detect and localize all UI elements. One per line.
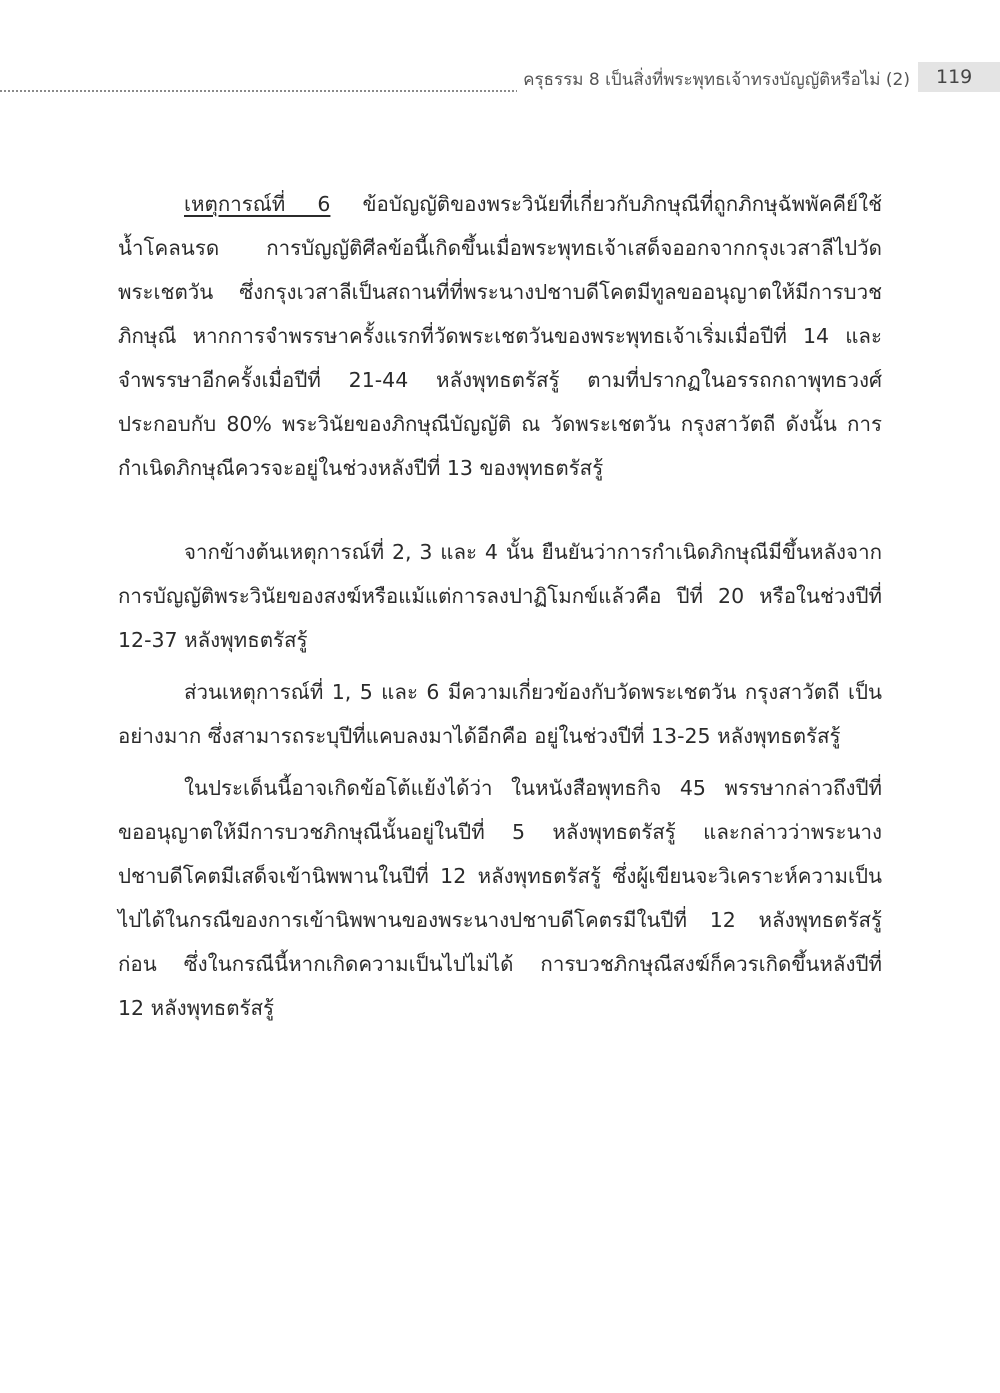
paragraph-spacer — [118, 490, 882, 530]
paragraph-spacer — [118, 758, 882, 766]
paragraph-line: 12-37 หลังพุทธตรัสรู้ — [118, 628, 308, 652]
paragraph-line: ก่อน ซึ่งในกรณีนี้หากเกิดความเป็นไปไม่ได้ การบวชภิกษุณีสงฆ์ก็ควรเกิดขึ้นหลังปีที่ — [118, 952, 882, 976]
paragraph-line: ปชาบดีโคตมีเสด็จเข้านิพพานในปีที่ 12 หลังพุทธตรัสรู้ ซึ่งผู้เขียนจะวิเคราะห์ความเป็น — [118, 864, 882, 888]
paragraph-line: จากข้างต้นเหตุการณ์ที่ 2, 3 และ 4 นั้น ยืนยันว่าการกำเนิดภิกษุณีมีขึ้นหลังจาก — [184, 540, 882, 564]
paragraph-counterargument — [118, 766, 882, 1030]
paragraph-line: ไปได้ในกรณีของการเข้านิพพานของพระนางปชาบดีโคตรมีในปีที่ 12 หลังพุทธตรัสรู้ — [118, 908, 882, 932]
paragraph-line: ภิกษุณี หากการจำพรรษาครั้งแรกที่วัดพระเชตวันของพระพุทธเจ้าเริ่มเมื่อปีที่ 14 และ — [118, 324, 882, 348]
paragraph-line — [118, 182, 882, 226]
page-number-box — [918, 62, 1000, 92]
paragraph-line: พระเชตวัน ซึ่งกรุงเวสาลีเป็นสถานที่ที่พระนางปชาบดีโคตมีทูลขออนุญาตให้มีการบวช — [118, 280, 882, 304]
paragraph-line: กำเนิดภิกษุณีควรจะอยู่ในช่วงหลังปีที่ 13 ของพุทธตรัสรู้ — [118, 456, 604, 480]
event-label: เหตุการณ์ที่ 6 — [184, 192, 331, 216]
paragraph-line: ประกอบกับ 80% พระวินัยของภิกษุณีบัญญัติ ณ วัดพระเชตวัน กรุงสาวัตถี ดังนั้น การ — [118, 412, 882, 436]
paragraph-spacer — [118, 662, 882, 670]
paragraph-line: อย่างมาก ซึ่งสามารถระบุปีที่แคบลงมาได้อีกคือ อยู่ในช่วงปีที่ 13-25 หลังพุทธตรัสรู้ — [118, 724, 841, 748]
line-text: ข้อบัญญัติของพระวินัยที่เกี่ยวกับภิกษุณีที่ถูกภิกษุฉัพพัคคีย์ใช้ — [330, 192, 882, 216]
paragraph-line: ส่วนเหตุการณ์ที่ 1, 5 และ 6 มีความเกี่ยวข้องกับวัดพระเชตวัน กรุงสาวัตถี เป็น — [184, 680, 882, 704]
page-number: 119 — [936, 66, 973, 88]
paragraph-line: การบัญญัติพระวินัยของสงฆ์หรือแม้แต่การลงปาฏิโมกข์แล้วคือ ปีที่ 20 หรือในช่วงปีที่ — [118, 584, 882, 608]
paragraph-event-6 — [118, 182, 882, 490]
paragraph-line: น้ำโคลนรด การบัญญัติศีลข้อนี้เกิดขึ้นเมื่อพระพุทธเจ้าเสด็จออกจากกรุงเวสาลีไปวัด — [118, 236, 882, 260]
chapter-title: ครุธรรม 8 เป็นสิ่งที่พระพุทธเจ้าทรงบัญญัติหรือไม่ (2) — [517, 66, 918, 93]
paragraph-events-1-5-6 — [118, 670, 882, 758]
paragraph-line: ขออนุญาตให้มีการบวชภิกษุณีนั้นอยู่ในปีที่ 5 หลังพุทธตรัสรู้ และกล่าวว่าพระนาง — [118, 820, 882, 844]
paragraph-line: 12 หลังพุทธตรัสรู้ — [118, 996, 275, 1020]
paragraph-events-2-3-4 — [118, 530, 882, 662]
body-text — [118, 182, 882, 1030]
paragraph-line: จำพรรษาอีกครั้งเมื่อปีที่ 21-44 หลังพุทธตรัสรู้ ตามที่ปรากฏในอรรถกถาพุทธวงศ์ — [118, 368, 882, 392]
paragraph-line: ในประเด็นนี้อาจเกิดข้อโต้แย้งได้ว่า ในหนังสือพุทธกิจ 45 พรรษากล่าวถึงปีที่ — [184, 776, 882, 800]
running-header — [0, 62, 1000, 94]
